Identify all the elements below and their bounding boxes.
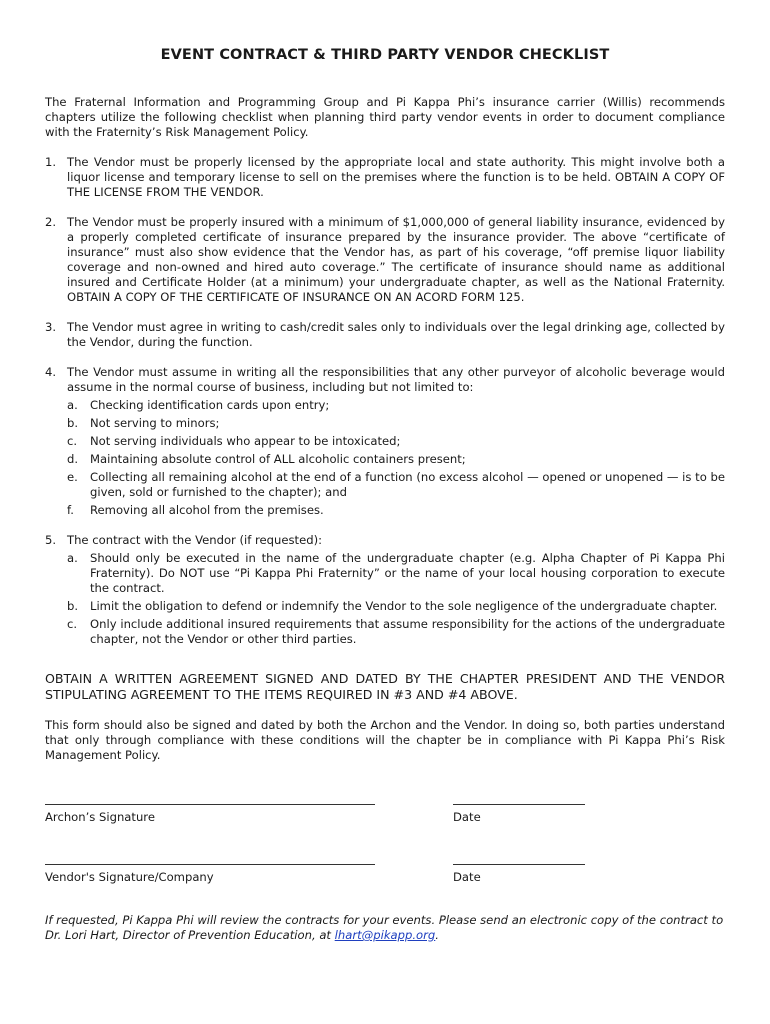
closing-paragraph: This form should also be signed and dated by both the Archon and the Vendor. In doing so, both parties understand that only through compliance with these conditions will the chapter be in compliance with Pi Kappa Phi’s Risk Management Policy. (45, 718, 725, 762)
archon-signature-line[interactable] (45, 804, 375, 805)
sub-item (67, 416, 725, 431)
sub-item-text: Maintaining absolute control of ALL alcoholic containers present; (90, 452, 466, 466)
sub-item (67, 470, 725, 500)
sub-item (67, 551, 725, 596)
review-note-end: . (435, 928, 439, 942)
review-note (45, 913, 725, 943)
sub-item-text: Checking identification cards upon entry; (90, 398, 330, 412)
checklist-item (45, 533, 725, 647)
email-link[interactable]: lhart@pikapp.org (334, 928, 436, 942)
item-number: 5. (45, 533, 57, 547)
intro-paragraph: The Fraternal Information and Programming Group and Pi Kappa Phi’s insurance carrier (Willis) recommends chapters utilize the following checklist when planning third party vendor events in order to document compliance with the Fraternity’s Risk Management Policy. (45, 95, 725, 139)
sub-item-letter: f. (67, 503, 74, 517)
sub-item (67, 452, 725, 467)
sub-item-letter: a. (67, 398, 78, 412)
sub-item-text: Not serving to minors; (90, 416, 220, 430)
item-number: 2. (45, 215, 57, 229)
sub-list (67, 551, 725, 647)
date-label: Date (453, 810, 481, 824)
sub-item (67, 617, 725, 647)
sub-item-letter: b. (67, 416, 79, 430)
document-title: EVENT CONTRACT & THIRD PARTY VENDOR CHECKLIST (160, 47, 610, 63)
sub-item-text: Only include additional insured requirements that assume responsibility for the actions of the undergraduate chapter, not the Vendor or other third parties. (90, 617, 725, 646)
sub-item (67, 599, 725, 614)
sub-item-letter: a. (67, 551, 78, 565)
sub-item (67, 503, 725, 518)
checklist-item (45, 320, 725, 350)
date-label: Date (453, 870, 481, 884)
checklist-item (45, 365, 725, 518)
obtain-agreement-statement: OBTAIN A WRITTEN AGREEMENT SIGNED AND DATED BY THE CHAPTER PRESIDENT AND THE VENDOR STIPULATING AGREEMENT TO THE ITEMS REQUIRED IN #3 AND #4 ABOVE. (45, 671, 725, 702)
item-number: 4. (45, 365, 57, 379)
item-text: The Vendor must agree in writing to cash/credit sales only to individuals over the legal drinking age, collected by the Vendor, during the function. (67, 320, 725, 349)
sub-item-letter: c. (67, 434, 78, 448)
sub-item-text: Collecting all remaining alcohol at the end of a function (no excess alcohol — opened or unopened — is to be given, sold or furnished to the chapter); and (90, 470, 725, 499)
item-number: 3. (45, 320, 57, 334)
checklist (45, 155, 725, 662)
checklist-item (45, 155, 725, 200)
sub-item-text: Removing all alcohol from the premises. (90, 503, 324, 517)
archon-date-line[interactable] (453, 804, 585, 805)
sub-item-letter: c. (67, 617, 78, 631)
sub-item-text: Limit the obligation to defend or indemnify the Vendor to the sole negligence of the undergraduate chapter. (90, 599, 718, 613)
item-text: The contract with the Vendor (if requested): (67, 533, 322, 547)
review-note-text: If requested, Pi Kappa Phi will review the contracts for your events. Please send an electronic copy of the contract to Dr. Lori Hart, Director of Prevention Education, at (45, 913, 724, 942)
vendor-signature-label: Vendor's Signature/Company (45, 870, 214, 884)
sub-item-text: Should only be executed in the name of the undergraduate chapter (e.g. Alpha Chapter of Pi Kappa Phi Fraternity). Do NOT use “Pi Kappa Phi Fraternity” or the name of your local housing corporation to execute the contract. (90, 551, 725, 595)
vendor-signature-line[interactable] (45, 864, 375, 865)
item-text: The Vendor must be properly insured with a minimum of $1,000,000 of general liability insurance, evidenced by a properly completed certificate of insurance prepared by the insurance provider. The above “certificate of insurance” must also show evidence that the Vendor has, as part of his coverage, “off premise liquor liability coverage and non-owned and hired auto coverage.” The certificate of insurance should name as additional insured and Certificate Holder (at a minimum) your undergraduate chapter, as well as the National Fraternity. OBTAIN A COPY OF THE CERTIFICATE OF INSURANCE ON AN ACORD FORM 125. (67, 215, 725, 304)
sub-item-letter: d. (67, 452, 79, 466)
item-number: 1. (45, 155, 57, 169)
sub-item-text: Not serving individuals who appear to be intoxicated; (90, 434, 401, 448)
sub-list (67, 398, 725, 518)
sub-item (67, 434, 725, 449)
sub-item (67, 398, 725, 413)
item-text: The Vendor must assume in writing all the responsibilities that any other purveyor of alcoholic beverage would assume in the normal course of business, including but not limited to: (67, 365, 725, 394)
sub-item-letter: b. (67, 599, 79, 613)
item-text: The Vendor must be properly licensed by the appropriate local and state authority. This might involve both a liquor license and temporary license to sell on the premises where the function is to be held. OBTAIN A COPY OF THE LICENSE FROM THE VENDOR. (67, 155, 725, 199)
archon-signature-label: Archon’s Signature (45, 810, 155, 824)
vendor-date-line[interactable] (453, 864, 585, 865)
checklist-item (45, 215, 725, 305)
sub-item-letter: e. (67, 470, 78, 484)
